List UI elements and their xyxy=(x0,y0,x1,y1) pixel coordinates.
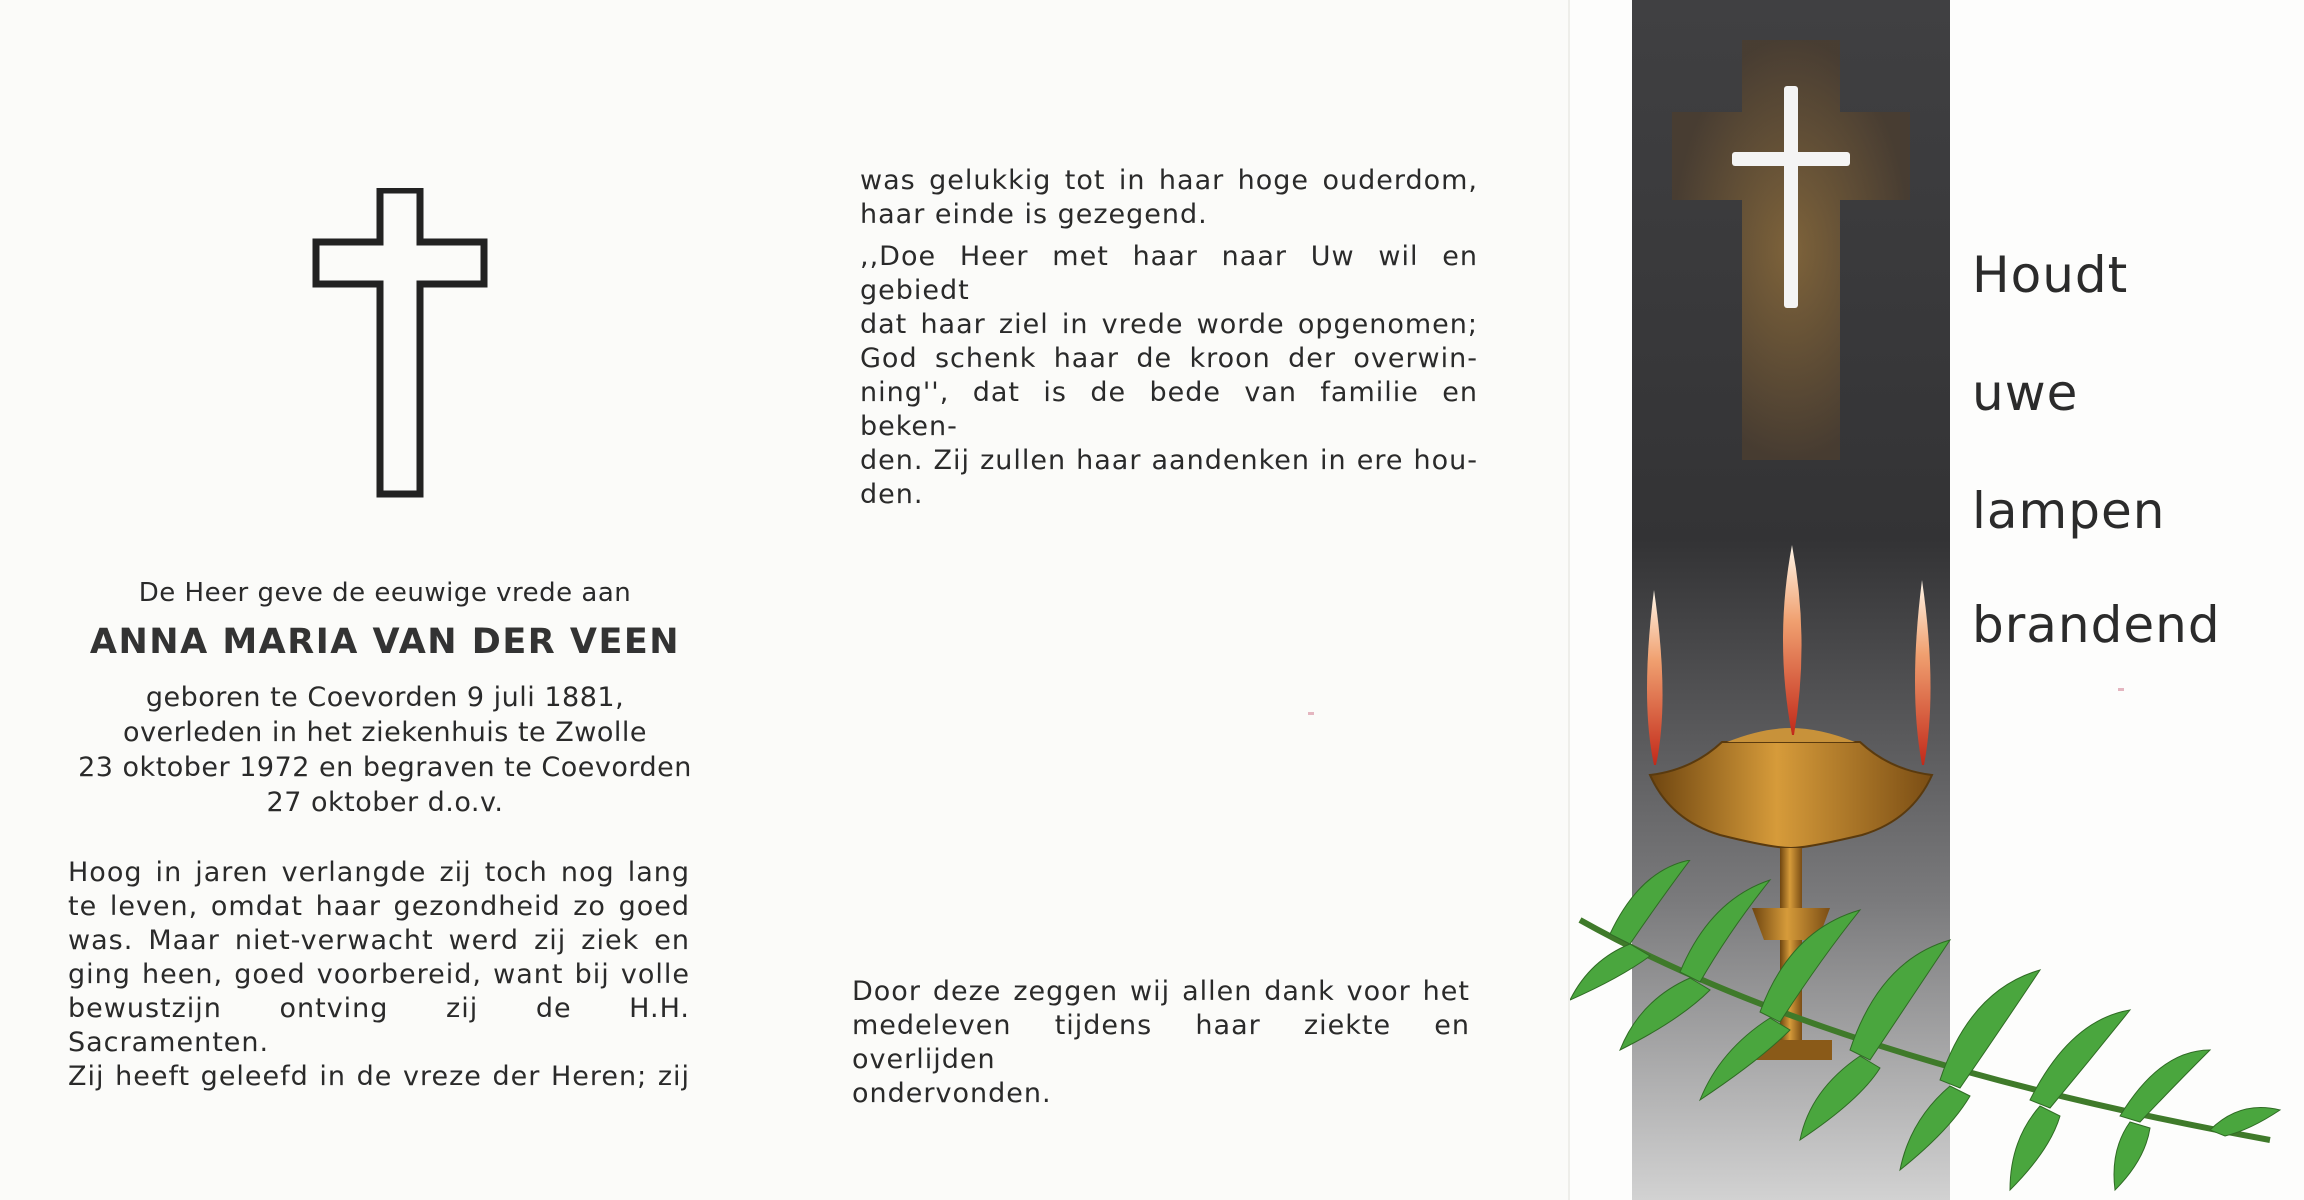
verse-word: uwe xyxy=(1972,364,2079,422)
continuation-paragraph xyxy=(860,164,1478,232)
verse-word: brandend xyxy=(1972,596,2221,654)
text-line: was. Maar niet-verwacht werd zij ziek en xyxy=(68,925,690,956)
text-line: ondervonden. xyxy=(852,1078,1052,1109)
text-line: dat haar ziel in vrede worde opgenomen; xyxy=(860,309,1478,340)
text-line: Zij heeft geleefd in de vreze der Heren; zij xyxy=(68,1061,690,1092)
verse-word: lampen xyxy=(1972,482,2166,540)
text-line: Door deze zeggen wij allen dank voor het xyxy=(852,976,1470,1007)
print-speck xyxy=(1308,712,1314,715)
date-line: geboren te Coevorden 9 juli 1881, xyxy=(145,682,625,713)
text-line: God schenk haar de kroon der overwin- xyxy=(860,343,1478,374)
date-line: 27 oktober d.o.v. xyxy=(266,787,504,818)
cross-icon xyxy=(312,188,488,498)
text-line: Hoog in jaren verlangde zij toch nog lang xyxy=(68,857,690,888)
deceased-name: ANNA MARIA VAN DER VEEN xyxy=(89,622,681,662)
text-line: medeleven tijdens haar ziekte en overlijden xyxy=(852,1010,1470,1075)
date-line: 23 oktober 1972 en begraven te Coevorden xyxy=(78,752,692,783)
verse-word: Houdt xyxy=(1972,246,2129,304)
prayer-paragraph xyxy=(860,240,1478,512)
text-line: ning'', dat is de bede van familie en beken- xyxy=(860,377,1478,442)
text-line: haar einde is gezegend. xyxy=(860,199,1208,230)
dates-block xyxy=(40,680,730,820)
text-line: den. Zij zullen haar aandenken in ere hou- xyxy=(860,445,1478,476)
palm-branch-icon xyxy=(1570,860,2290,1200)
print-speck xyxy=(2118,688,2124,691)
intro-line: De Heer geve de eeuwige vrede aan xyxy=(138,578,632,608)
text-line: den. xyxy=(860,479,924,510)
date-line: overleden in het ziekenhuis te Zwolle xyxy=(123,717,647,748)
text-line: bewustzijn ontving zij de H.H. Sacramenten. xyxy=(68,993,690,1058)
text-line: was gelukkig tot in haar hoge ouderdom, xyxy=(860,165,1478,196)
biography-paragraph xyxy=(68,856,690,1094)
text-line: ging heen, goed voorbereid, want bij volle xyxy=(68,959,690,990)
thanks-paragraph xyxy=(852,975,1470,1111)
text-line: ,,Doe Heer met haar naar Uw wil en gebiedt xyxy=(860,241,1478,306)
text-line: te leven, omdat haar gezondheid zo goed xyxy=(68,891,690,922)
